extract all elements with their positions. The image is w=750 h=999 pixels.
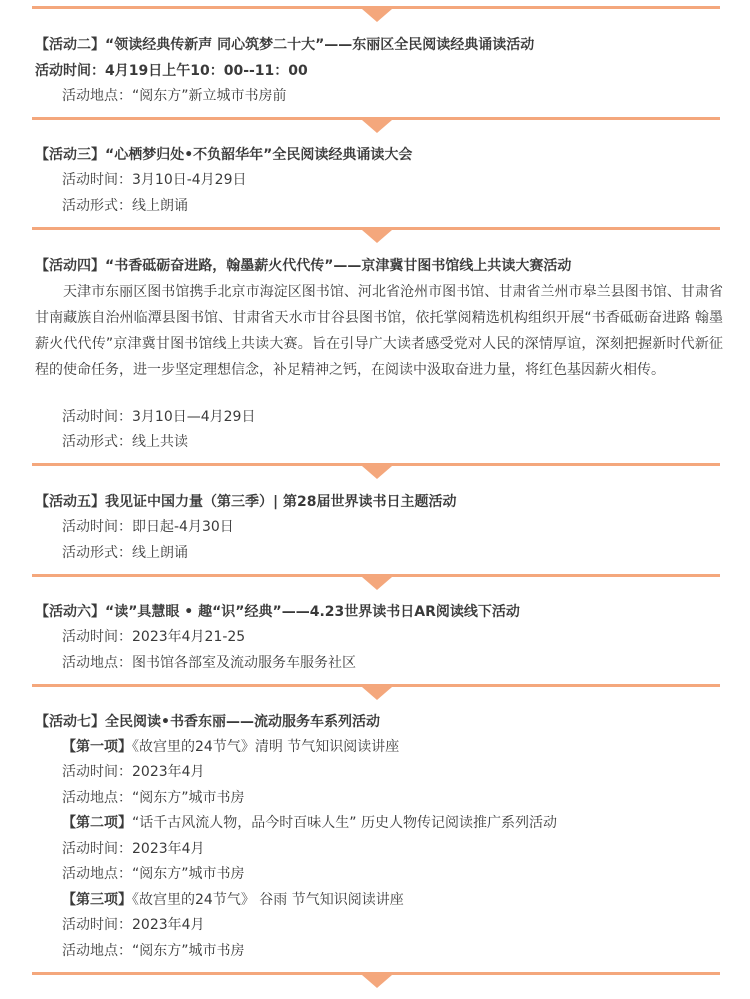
item-3-place: 活动地点：“阅东方”城市书房 bbox=[62, 943, 245, 959]
divider-arrow-icon bbox=[362, 975, 392, 988]
activity-4-description bbox=[35, 279, 723, 383]
activity-3-title: 【活动三】“心栖梦归处•不负韶华年”全民阅读经典诵读大会 bbox=[35, 147, 413, 163]
activity-4-description-text: 天津市东丽区图书馆携手北京市海淀区图书馆、河北省沧州市图书馆、甘肃省兰州市皋兰县图书馆、甘肃省甘南藏族自治州临潭县图书馆、甘肃省天水市甘谷县图书馆，依托掌阅精选机构组织开展“书香砥砺奋进路 翰墨薪火代代传”京津冀甘图书馆线上共读大赛。旨在引导广大读者感受党对人民的深情厚谊，深刻把握新时代新征程的使命任务，进一步坚定理想信念，补足精神之钙，在阅读中汲取奋进力量，将红色基因薪火相传。 bbox=[35, 284, 723, 378]
activity-7-item-2 bbox=[62, 811, 730, 836]
activity-4-time: 活动时间：3月10日—4月29日 bbox=[62, 409, 256, 425]
divider-arrow-icon bbox=[362, 466, 392, 479]
activity-7-item-3 bbox=[62, 888, 730, 913]
activity-2-title: 【活动二】“领读经典传新声 同心筑梦二十大”——东丽区全民阅读经典诵读活动 bbox=[35, 37, 535, 53]
item-2-label: 【第二项】 bbox=[62, 815, 132, 831]
item-3-label: 【第三项】 bbox=[62, 892, 132, 908]
activity-7-item-1 bbox=[62, 735, 730, 760]
activity-2-place: 活动地点：“阅东方”新立城市书房前 bbox=[62, 88, 287, 104]
divider-arrow-icon bbox=[362, 230, 392, 243]
activity-3-time: 活动时间：3月10日-4月29日 bbox=[62, 172, 247, 188]
activity-5-title: 【活动五】我见证中国力量（第三季）| 第28届世界读书日主题活动 bbox=[35, 494, 457, 510]
activity-4-title: 【活动四】“书香砥砺奋进路，翰墨薪火代代传”——京津冀甘图书馆线上共读大赛活动 bbox=[35, 258, 572, 274]
divider-arrow-icon bbox=[362, 577, 392, 590]
item-1-place: 活动地点：“阅东方”城市书房 bbox=[62, 790, 245, 806]
divider-arrow-icon bbox=[362, 120, 392, 133]
divider-arrow-icon bbox=[362, 687, 392, 700]
item-1-time: 活动时间：2023年4月 bbox=[62, 764, 205, 780]
activity-5-form: 活动形式：线上朗诵 bbox=[62, 545, 188, 561]
activity-5-time: 活动时间：即日起-4月30日 bbox=[62, 519, 234, 535]
activity-7-title: 【活动七】全民阅读•书香东丽——流动服务车系列活动 bbox=[35, 714, 380, 730]
item-2-text: “话千古风流人物，品今时百味人生” 历史人物传记阅读推广系列活动 bbox=[132, 815, 557, 831]
activity-2-time: 活动时间：4月19日上午10：00--11：00 bbox=[35, 63, 308, 79]
activity-6-place: 活动地点：图书馆各部室及流动服务车服务社区 bbox=[62, 655, 356, 671]
divider-arrow-icon bbox=[362, 9, 392, 22]
item-2-place: 活动地点：“阅东方”城市书房 bbox=[62, 866, 245, 882]
activity-6-title: 【活动六】“读”具慧眼 • 趣“识”经典”——4.23世界读书日AR阅读线下活动 bbox=[35, 604, 520, 620]
item-1-text: 《故宫里的24节气》清明 节气知识阅读讲座 bbox=[132, 739, 400, 755]
activity-6-time: 活动时间：2023年4月21-25 bbox=[62, 629, 246, 645]
item-3-text: 《故宫里的24节气》 谷雨 节气知识阅读讲座 bbox=[132, 892, 404, 908]
item-3-time: 活动时间：2023年4月 bbox=[62, 917, 205, 933]
activity-3-form: 活动形式：线上朗诵 bbox=[62, 198, 188, 214]
item-2-time: 活动时间：2023年4月 bbox=[62, 841, 205, 857]
item-1-label: 【第一项】 bbox=[62, 739, 132, 755]
activity-4-form: 活动形式：线上共读 bbox=[62, 434, 188, 450]
